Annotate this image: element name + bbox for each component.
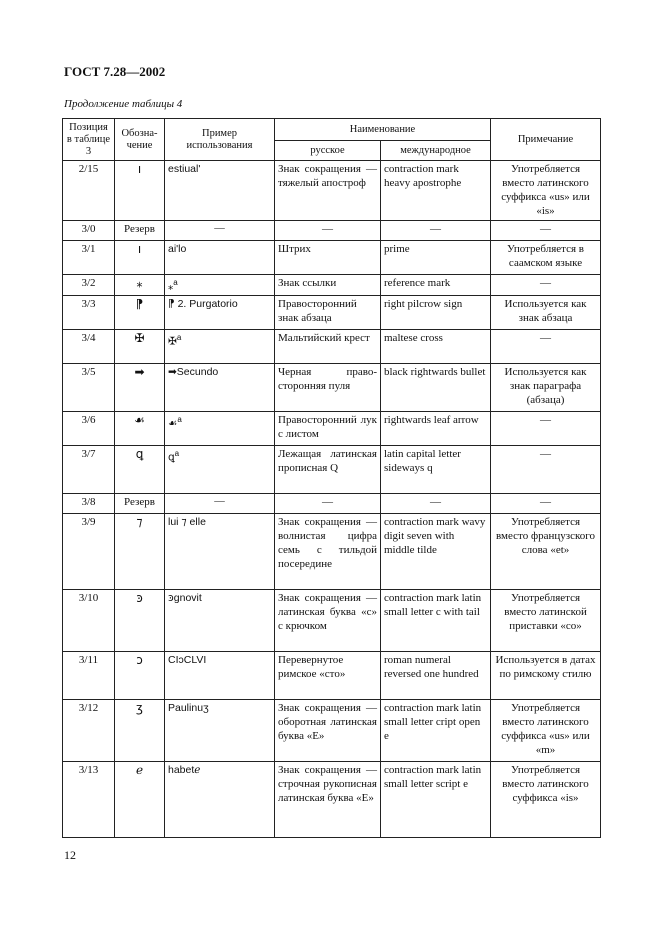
cell-name-international: rightwards leaf arrow	[381, 411, 491, 445]
cell-example	[165, 329, 275, 363]
cell-name-russian: Лежащая латинская прописная Q	[275, 445, 381, 493]
cell-designation: Резерв	[115, 221, 165, 241]
cell-example: lui ⁊ elle	[165, 513, 275, 589]
cell-name-russian: Правосторонний лук с листом	[275, 411, 381, 445]
cell-example: CIↄCLVI	[165, 651, 275, 699]
cell-designation: ↄ	[115, 651, 165, 699]
cell-position: 3/11	[63, 651, 115, 699]
cell-designation: ⁋	[115, 295, 165, 329]
table-row	[63, 295, 601, 329]
page-number: 12	[64, 848, 76, 862]
table-row	[63, 161, 601, 221]
cell-name-russian: —	[275, 493, 381, 513]
cell-position: 3/3	[63, 295, 115, 329]
cell-position: 3/13	[63, 761, 115, 837]
table-row	[63, 761, 601, 837]
cell-designation: ✠	[115, 329, 165, 363]
cell-name-international: roman numeral reversed one hundred	[381, 651, 491, 699]
cell-name-international: prime	[381, 241, 491, 275]
document-code: ГОСТ 7.28—2002	[64, 64, 166, 79]
cell-position: 3/10	[63, 589, 115, 651]
cell-name-russian: —	[275, 221, 381, 241]
cell-note: —	[491, 493, 601, 513]
cell-note: Употребляется вместо латинского суффикса «us» или «is»	[491, 161, 601, 221]
cell-example: —	[165, 493, 275, 513]
cell-position: 3/6	[63, 411, 115, 445]
cell-note: Употребляется вместо латинского суффикса «is»	[491, 761, 601, 837]
cell-designation: ı	[115, 161, 165, 221]
cell-example: ꜿgnovit	[165, 589, 275, 651]
cell-designation: ☙	[115, 411, 165, 445]
cell-position: 3/4	[63, 329, 115, 363]
table-row	[63, 275, 601, 296]
cell-position: 3/0	[63, 221, 115, 241]
cell-position: 2/15	[63, 161, 115, 221]
cell-name-russian: Знак сокращения — латинская буква «c» с крючком	[275, 589, 381, 651]
table-header	[63, 119, 601, 161]
cell-name-international: contraction mark latin small letter script e	[381, 761, 491, 837]
table-row	[63, 699, 601, 761]
table-row	[63, 329, 601, 363]
header-designation: Обозначение	[115, 119, 165, 161]
cell-name-russian: Правосторонний знак абзаца	[275, 295, 381, 329]
header-naming: Наименование	[275, 119, 491, 141]
cell-note: Используется как знак абзаца	[491, 295, 601, 329]
cell-designation: ꜿ	[115, 589, 165, 651]
table-row	[63, 493, 601, 513]
cell-name-international: latin capital letter sideways q	[381, 445, 491, 493]
cell-designation: ı	[115, 241, 165, 275]
cell-example: ➡Secundo	[165, 363, 275, 411]
table-row	[63, 411, 601, 445]
cell-note: —	[491, 275, 601, 296]
cell-note: —	[491, 221, 601, 241]
example-text: ꝗ	[168, 451, 175, 463]
example-text: ☙	[168, 417, 178, 429]
cell-designation: ℯ	[115, 761, 165, 837]
cell-example: ai'lo	[165, 241, 275, 275]
example-superscript: a	[176, 332, 182, 342]
cell-example: habetℯ	[165, 761, 275, 837]
header-note: Примечание	[491, 119, 601, 161]
cell-position: 3/2	[63, 275, 115, 296]
cell-name-international: contraction mark latin small letter cript open e	[381, 699, 491, 761]
cell-name-russian: Штрих	[275, 241, 381, 275]
cell-note: Используется как знак параграфа (абзаца)	[491, 363, 601, 411]
header-position: Позиция в таблице 3	[63, 119, 115, 161]
cell-name-russian: Знак сокращения — оборотная латинская буква «E»	[275, 699, 381, 761]
cell-name-russian: Знак ссылки	[275, 275, 381, 296]
table-continuation-caption: Продолжение таблицы 4	[64, 98, 183, 110]
cell-name-international: —	[381, 493, 491, 513]
example-superscript: a	[177, 414, 182, 424]
cell-position: 3/1	[63, 241, 115, 275]
cell-example: estiual'	[165, 161, 275, 221]
cell-position: 3/8	[63, 493, 115, 513]
cell-name-russian: Знак сокращения — строчная рукописная латинская буква «E»	[275, 761, 381, 837]
cell-example: Paulinuʒ	[165, 699, 275, 761]
cell-example	[165, 411, 275, 445]
example-text: ✠	[168, 335, 177, 347]
cell-position: 3/7	[63, 445, 115, 493]
cell-name-international: —	[381, 221, 491, 241]
cell-designation: ꝗ	[115, 445, 165, 493]
cell-example	[165, 275, 275, 296]
cell-designation: ➡	[115, 363, 165, 411]
cell-note: —	[491, 411, 601, 445]
cell-designation: Резерв	[115, 493, 165, 513]
cell-note: Употребляется вместо латинского суффикса «us» или «m»	[491, 699, 601, 761]
cell-position: 3/12	[63, 699, 115, 761]
cell-name-russian: Мальтийский крест	[275, 329, 381, 363]
cell-note: Употребляется вместо французского слова «et»	[491, 513, 601, 589]
cell-position: 3/5	[63, 363, 115, 411]
table-row	[63, 445, 601, 493]
cell-name-russian: Перевернутое римское «сто»	[275, 651, 381, 699]
cell-note: Употребляется в саамском языке	[491, 241, 601, 275]
cell-designation: ʒ	[115, 699, 165, 761]
cell-note: —	[491, 329, 601, 363]
cell-designation: ⁎	[115, 275, 165, 296]
cell-example: —	[165, 221, 275, 241]
cell-name-international: reference mark	[381, 275, 491, 296]
table-body	[63, 161, 601, 838]
cell-note: Используется в датах по римскому стилю	[491, 651, 601, 699]
cell-name-international: contraction mark wavy digit seven with middle tilde	[381, 513, 491, 589]
cell-name-russian: Знак сокращения — волнистая цифра семь с тильдой посередине	[275, 513, 381, 589]
header-russian: русское	[275, 141, 381, 161]
table-row	[63, 241, 601, 275]
header-example: Пример использования	[165, 119, 275, 161]
cell-name-international: contraction mark latin small letter c with tail	[381, 589, 491, 651]
cell-name-international: contraction mark heavy apostrophe	[381, 161, 491, 221]
cell-note: Употребляется вместо латинской приставки «co»	[491, 589, 601, 651]
cell-name-international: black rightwards bullet	[381, 363, 491, 411]
table-row	[63, 651, 601, 699]
cell-designation: ⁊	[115, 513, 165, 589]
cell-name-russian: Знак сокращения — тяжелый апостроф	[275, 161, 381, 221]
cell-name-international: right pilcrow sign	[381, 295, 491, 329]
example-superscript: a	[174, 448, 180, 458]
cell-name-international: maltese cross	[381, 329, 491, 363]
header-international: международное	[381, 141, 491, 161]
table-row	[63, 363, 601, 411]
characters-table	[62, 118, 601, 838]
example-superscript: a	[173, 278, 178, 287]
table-row	[63, 513, 601, 589]
table-row	[63, 589, 601, 651]
cell-example	[165, 445, 275, 493]
cell-name-russian: Черная правосторонняя пуля	[275, 363, 381, 411]
cell-position: 3/9	[63, 513, 115, 589]
table-row	[63, 221, 601, 241]
example-text: ⁎	[168, 280, 174, 293]
cell-example: ⁋ 2. Purgatorio	[165, 295, 275, 329]
cell-note: —	[491, 445, 601, 493]
